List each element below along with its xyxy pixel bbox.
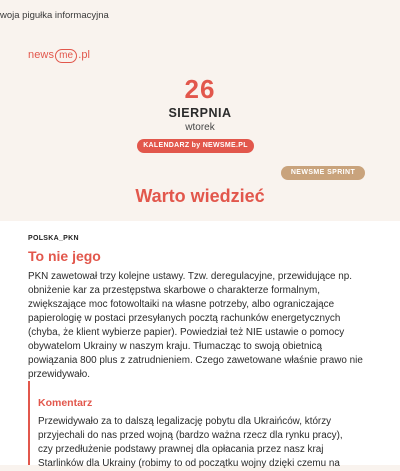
- article-body: [28, 270, 373, 382]
- comment-body-line: Przewidywało za to dalszą legalizację pobytu dla Ukraińców, którzy: [38, 416, 332, 427]
- calendar-button[interactable]: KALENDARZ by NEWSME.PL: [137, 139, 254, 153]
- article-body-line: powiązania 800 plus z zatrudnieniem. Czego zawetowane właśnie prawo nie: [28, 355, 363, 366]
- article-card: [0, 221, 400, 469]
- logo-text-me: me: [55, 49, 77, 63]
- comment-body: [38, 415, 368, 471]
- article-body-line: (chyba, że klient wybierze papier). Powiedział też NIE ustawie o pomocy: [28, 327, 345, 338]
- comment-block: [28, 381, 375, 469]
- section-title: Warto wiedzieć: [135, 186, 265, 206]
- article-title: To nie jego: [28, 248, 101, 264]
- tagline: woja pigułka informacyjna: [0, 10, 109, 21]
- article-body-line: przewidywało.: [28, 369, 91, 380]
- sprint-button[interactable]: NEWSME SPRINT: [281, 166, 365, 180]
- comment-body-line: Starlinków dla Ukrainy (robimy to od początku wojny dzięki czemu na: [38, 458, 340, 469]
- article-body-line: obywatelom Ukrainy w naszym kraju. Tłumacząc to swoją obietnicą: [28, 341, 322, 352]
- logo-text-news: news: [28, 49, 55, 61]
- comment-title: Komentarz: [38, 397, 93, 409]
- comment-body-line: przyjechali do nas przed wojną (bardzo ważna rzecz dla rynku pracy),: [38, 430, 343, 441]
- article-category: POLSKA_PKN: [28, 235, 79, 242]
- date-weekday: wtorek: [185, 122, 215, 133]
- date-month: SIERPNIA: [168, 106, 232, 120]
- article-body-line: papierologię w postaci przesyłanych pocztą rachunków energetycznych: [28, 313, 341, 324]
- newsme-logo[interactable]: [28, 49, 90, 63]
- article-body-line: obniżenie kar za przestępstwa skarbowe o charakterze formalnym,: [28, 285, 320, 296]
- comment-body-line: czy przedłużenie podstawy prawnej dla opłacania przez nasz kraj: [38, 444, 324, 455]
- article-body-line: PKN zawetował trzy kolejne ustawy. Tzw. deregulacyjne, przewidujące np.: [28, 271, 353, 282]
- article-body-line: zwiększające moc fotowoltaiki na własne potrzeby, albo ograniczające: [28, 299, 335, 310]
- date-day: 26: [184, 74, 216, 104]
- logo-text-pl: .pl: [78, 49, 91, 61]
